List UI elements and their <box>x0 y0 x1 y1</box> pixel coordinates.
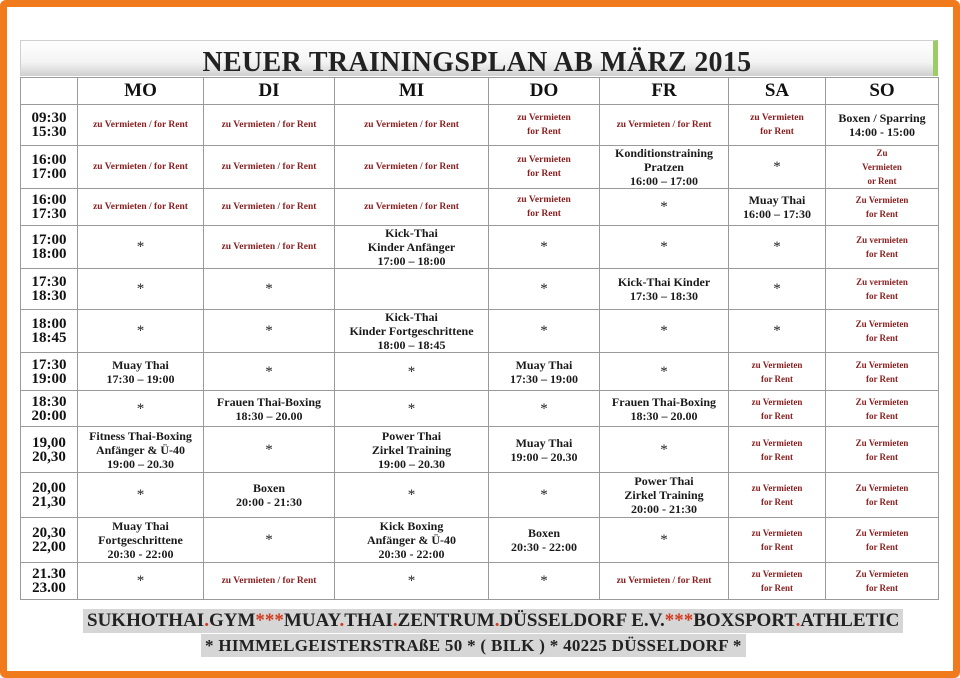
for-rent-cell <box>826 518 939 563</box>
cell-text-line: 16:00 – 17:00 <box>630 174 698 188</box>
cell-text-line: or Rent <box>867 176 897 186</box>
time-label: 17:30 <box>31 206 67 222</box>
time-label: 17:30 <box>31 274 67 290</box>
training-session-cell <box>600 269 729 310</box>
cell-text-line: for Rent <box>760 451 794 462</box>
cell-text-line: zu Vermieten / for Rent <box>221 202 317 212</box>
cell-text-line: zu Vermieten / for Rent <box>364 120 459 130</box>
for-rent-cell <box>826 353 939 391</box>
time-label: 23.00 <box>32 580 66 596</box>
cell-text-line: for Rent <box>760 373 794 384</box>
cell-text-line: Zu vermieten <box>856 277 908 287</box>
cell-text-line: Konditionstraining <box>614 146 714 160</box>
cell-text-line: Fortgeschrittene <box>98 533 183 547</box>
no-session-cell <box>335 391 489 427</box>
for-rent-cell <box>729 391 826 427</box>
no-session-cell <box>600 226 729 269</box>
cell-text-line: for Rent <box>865 497 899 507</box>
cell-text-line: 17:30 – 18:30 <box>630 289 698 303</box>
schedule-row <box>21 563 939 600</box>
cell-text-line: zu Vermieten <box>517 113 571 123</box>
for-rent-cell <box>729 353 826 391</box>
for-rent-cell <box>729 427 826 473</box>
cell-text-line: 17:30 – 19:00 <box>510 371 578 386</box>
cell-text-line: Zu <box>876 148 888 158</box>
day-header: MO <box>78 78 204 105</box>
cell-text-line: * <box>136 573 145 589</box>
for-rent-cell <box>78 146 204 189</box>
cell-text-line: Kick Boxing <box>379 519 444 533</box>
cell-text-line: 19:00 – 20.30 <box>510 449 578 464</box>
no-session-cell <box>78 391 204 427</box>
cell-text-line: * <box>265 323 273 339</box>
time-label: 22,00 <box>32 539 66 555</box>
header-row <box>21 78 939 105</box>
cell-text-line: Muay Thai <box>748 193 806 207</box>
cell-text-line: * <box>660 532 668 548</box>
cell-text-line: zu Vermieten / for Rent <box>221 576 317 586</box>
footer-text: THAI <box>344 610 393 631</box>
no-session-cell <box>204 353 335 391</box>
cell-text-line: * <box>265 532 273 548</box>
footer-text: BOXSPORT <box>693 610 796 631</box>
for-rent-cell <box>78 105 204 146</box>
training-session-cell <box>335 226 489 269</box>
cell-text-line: * <box>407 400 416 417</box>
cell-text-line: for Rent <box>865 333 899 343</box>
time-slot-cell <box>21 310 78 353</box>
cell-text-line: Frauen Thai-Boxing <box>611 394 717 409</box>
schedule-body <box>21 105 939 600</box>
corner-cell <box>21 78 78 105</box>
day-header: FR <box>600 78 729 105</box>
footer-text: GYM <box>208 610 256 631</box>
cell-text-line: * <box>265 281 273 297</box>
cell-text-line: * <box>540 573 548 589</box>
footer-dot: . <box>204 610 209 631</box>
cell-text-line: zu Vermieten <box>517 195 571 205</box>
time-label: 18:30 <box>31 288 67 304</box>
no-session-cell <box>335 563 489 600</box>
training-session-cell <box>78 353 204 391</box>
cell-text-line: zu Vermieten <box>751 437 803 448</box>
cell-text-line: 18:30 – 20.00 <box>630 408 698 423</box>
no-session-cell <box>489 226 600 269</box>
cell-text-line: zu Vermieten / for Rent <box>221 242 317 252</box>
cell-text-line: Zu Vermieten <box>855 319 909 329</box>
cell-text-line: for Rent <box>760 410 794 421</box>
no-session-cell <box>729 310 826 353</box>
cell-text-line: for Rent <box>865 583 899 593</box>
training-session-cell <box>489 518 600 563</box>
cell-text-line: 19:00 – 20.30 <box>107 456 174 471</box>
cell-text-line: * <box>265 441 273 458</box>
for-rent-cell <box>204 563 335 600</box>
footer-text: SUKHOTHAI <box>87 610 205 631</box>
cell-text-line: Zirkel Training <box>624 488 704 502</box>
footer-text: ZENTRUM <box>397 610 495 631</box>
training-session-cell <box>489 353 600 391</box>
time-slot-cell <box>21 518 78 563</box>
schedule-row <box>21 310 939 353</box>
time-label: 17:30 <box>31 356 67 373</box>
for-rent-cell <box>826 391 939 427</box>
for-rent-cell <box>729 105 826 146</box>
cell-text-line: Kick-Thai <box>385 310 438 324</box>
footer-text: MUAY <box>283 610 340 631</box>
cell-text-line: * <box>540 323 548 339</box>
time-label: 19,00 <box>32 434 66 451</box>
no-session-cell <box>204 518 335 563</box>
time-label: 18:00 <box>31 246 67 262</box>
for-rent-cell <box>826 226 939 269</box>
no-session-cell <box>335 353 489 391</box>
cell-text-line: zu Vermieten <box>517 155 571 165</box>
schedule-row <box>21 105 939 146</box>
time-slot-cell <box>21 269 78 310</box>
footer-text: ATHLETIC <box>800 610 900 631</box>
time-slot-cell <box>21 391 78 427</box>
training-session-cell <box>78 518 204 563</box>
cell-text-line: * <box>540 281 548 297</box>
schedule-row <box>21 473 939 518</box>
cell-text-line: zu Vermieten <box>751 528 803 538</box>
day-header: DI <box>204 78 335 105</box>
cell-text-line: 20:30 - 22:00 <box>107 547 174 561</box>
no-session-cell <box>729 269 826 310</box>
training-session-cell <box>204 473 335 518</box>
for-rent-cell <box>826 473 939 518</box>
training-session-cell <box>600 473 729 518</box>
day-header: SO <box>826 78 939 105</box>
training-session-cell <box>826 105 939 146</box>
for-rent-cell <box>204 189 335 226</box>
cell-text-line: for Rent <box>760 497 794 507</box>
training-session-cell <box>204 391 335 427</box>
cell-text-line: Kinder Anfänger <box>367 240 456 254</box>
for-rent-cell <box>600 105 729 146</box>
cell-text-line: * <box>265 363 273 380</box>
no-session-cell <box>600 427 729 473</box>
time-label: 18:00 <box>31 316 67 332</box>
time-label: 18:45 <box>31 330 67 346</box>
cell-text-line: Boxen <box>527 526 560 540</box>
for-rent-cell <box>78 189 204 226</box>
for-rent-cell <box>826 563 939 600</box>
cell-text-line: * <box>773 323 781 339</box>
cell-text-line: Boxen <box>252 481 285 495</box>
cell-text-line: * <box>660 199 668 215</box>
no-session-cell <box>335 473 489 518</box>
cell-text-line: 17:00 – 18:00 <box>377 254 446 268</box>
cell-text-line: * <box>773 239 781 255</box>
time-slot-cell <box>21 105 78 146</box>
for-rent-cell <box>826 269 939 310</box>
time-label: 18:30 <box>31 393 67 410</box>
footer-dot: . <box>795 610 801 631</box>
time-slot-cell <box>21 473 78 518</box>
cell-text-line: zu Vermieten / for Rent <box>93 202 188 212</box>
time-label: 20,30 <box>32 448 66 465</box>
no-session-cell <box>600 189 729 226</box>
time-slot-cell <box>21 353 78 391</box>
no-session-cell <box>204 427 335 473</box>
cell-text-line: for Rent <box>865 451 899 462</box>
cell-text-line: 20:30 - 22:00 <box>378 547 445 561</box>
cell-text-line: * <box>136 487 145 503</box>
time-slot-cell <box>21 563 78 600</box>
cell-text-line: Zu Vermieten <box>855 483 909 493</box>
cell-text-line: Zu Vermieten <box>855 359 909 370</box>
time-label: 16:00 <box>31 192 67 208</box>
no-session-cell <box>489 310 600 353</box>
cell-text-line: * <box>136 323 145 339</box>
cell-text-line: Anfänger & Ü-40 <box>95 442 186 457</box>
time-label: 09:30 <box>31 110 67 126</box>
for-rent-cell <box>729 473 826 518</box>
time-slot-cell <box>21 189 78 226</box>
schedule-row <box>21 427 939 473</box>
no-session-cell <box>78 563 204 600</box>
cell-text-line: zu Vermieten / for Rent <box>93 162 188 172</box>
cell-text-line: for Rent <box>865 249 899 259</box>
cell-text-line: Power Thai <box>634 474 694 488</box>
no-session-cell <box>489 391 600 427</box>
time-label: 21.30 <box>32 566 66 582</box>
cell-text-line: 18:30 – 20.00 <box>235 408 303 423</box>
cell-text-line: Kick-Thai <box>385 226 438 240</box>
schedule-row <box>21 146 939 189</box>
cell-text-line: * <box>773 281 781 297</box>
for-rent-cell <box>826 427 939 473</box>
time-label: 19:00 <box>31 370 67 387</box>
no-session-cell <box>78 310 204 353</box>
cell-text-line: for Rent <box>527 169 561 179</box>
footer-address: * HIMMELGEISTERSTRAßE 50 * ( BILK ) * 40225 DÜSSELDORF * <box>201 634 746 657</box>
cell-text-line: * <box>136 400 145 417</box>
cell-text-line: zu Vermieten <box>751 569 803 579</box>
schedule-row <box>21 189 939 226</box>
for-rent-cell <box>335 189 489 226</box>
for-rent-cell <box>729 563 826 600</box>
for-rent-cell <box>489 189 600 226</box>
cell-text-line: zu Vermieten <box>751 483 803 493</box>
cell-text-line: * <box>136 239 145 255</box>
time-label: 20,00 <box>32 480 66 496</box>
cell-text-line: * <box>773 159 781 175</box>
empty-cell <box>335 269 489 310</box>
footer-stars: *** <box>255 610 284 631</box>
cell-text-line: Muay Thai <box>112 519 169 533</box>
no-session-cell <box>78 226 204 269</box>
time-label: 17:00 <box>31 232 67 248</box>
cell-text-line: 19:00 – 20.30 <box>378 456 445 471</box>
cell-text-line: for Rent <box>760 127 794 137</box>
for-rent-cell <box>335 105 489 146</box>
cell-text-line: 14:00 - 15:00 <box>849 125 915 139</box>
cell-text-line: Zu Vermieten <box>855 195 909 205</box>
cell-text-line: * <box>407 363 416 380</box>
cell-text-line: Frauen Thai-Boxing <box>216 394 322 409</box>
schedule-row <box>21 226 939 269</box>
schedule-row <box>21 269 939 310</box>
schedule-row <box>21 391 939 427</box>
footer-text: DÜSSELDORF E.V. <box>499 610 665 631</box>
cell-text-line: zu Vermieten / for Rent <box>221 162 317 172</box>
cell-text-line: * <box>660 441 668 458</box>
training-session-cell <box>600 391 729 427</box>
day-header: MI <box>335 78 489 105</box>
for-rent-cell <box>204 105 335 146</box>
for-rent-cell <box>335 146 489 189</box>
time-label: 20:00 <box>31 407 67 424</box>
cell-text-line: * <box>660 239 668 255</box>
for-rent-cell <box>729 518 826 563</box>
title-bar <box>20 40 938 76</box>
cell-text-line: for Rent <box>865 373 899 384</box>
for-rent-cell <box>204 146 335 189</box>
training-session-cell <box>335 427 489 473</box>
time-label: 21,30 <box>32 494 66 510</box>
cell-text-line: for Rent <box>865 542 899 552</box>
no-session-cell <box>204 310 335 353</box>
cell-text-line: zu Vermieten / for Rent <box>364 162 459 172</box>
footer-dot: . <box>392 610 398 631</box>
cell-text-line: 16:00 – 17:30 <box>743 207 811 221</box>
footer-stars: *** <box>664 610 694 631</box>
cell-text-line: zu Vermieten <box>750 113 804 123</box>
cell-text-line: Kick-Thai Kinder <box>617 275 711 289</box>
footer-gym-name <box>83 609 903 633</box>
no-session-cell <box>489 563 600 600</box>
cell-text-line: Muay Thai <box>112 357 169 372</box>
cell-text-line: Fitness Thai-Boxing <box>89 428 192 443</box>
cell-text-line: zu Vermieten / for Rent <box>616 576 712 586</box>
cell-text-line: for Rent <box>760 542 794 552</box>
cell-text-line: Muay Thai <box>515 435 573 450</box>
for-rent-cell <box>826 146 939 189</box>
time-slot-cell <box>21 226 78 269</box>
training-session-cell <box>335 310 489 353</box>
no-session-cell <box>78 269 204 310</box>
no-session-cell <box>729 146 826 189</box>
day-header: SA <box>729 78 826 105</box>
no-session-cell <box>600 518 729 563</box>
cell-text-line: for Rent <box>527 127 561 137</box>
time-slot-cell <box>21 146 78 189</box>
cell-text-line: zu Vermieten <box>751 359 803 370</box>
training-session-cell <box>729 189 826 226</box>
cell-text-line: Muay Thai <box>515 357 573 372</box>
for-rent-cell <box>600 563 729 600</box>
no-session-cell <box>489 473 600 518</box>
training-session-cell <box>600 146 729 189</box>
cell-text-line: * <box>540 400 548 417</box>
cell-text-line: 20:30 - 22:00 <box>511 540 577 554</box>
footer-dot: . <box>494 610 500 631</box>
cell-text-line: zu Vermieten / for Rent <box>93 120 188 130</box>
no-session-cell <box>78 473 204 518</box>
cell-text-line: * <box>660 363 668 380</box>
cell-text-line: for Rent <box>865 410 899 421</box>
cell-text-line: 18:00 – 18:45 <box>377 338 446 352</box>
no-session-cell <box>729 226 826 269</box>
cell-text-line: Zu Vermieten <box>855 569 909 579</box>
for-rent-cell <box>489 105 600 146</box>
cell-text-line: Zirkel Training <box>371 442 452 457</box>
cell-text-line: zu Vermieten / for Rent <box>221 120 317 130</box>
cell-text-line: * <box>540 487 548 503</box>
training-session-cell <box>78 427 204 473</box>
schedule-row <box>21 518 939 563</box>
cell-text-line: Zu Vermieten <box>855 396 909 407</box>
training-session-cell <box>489 427 600 473</box>
cell-text-line: for Rent <box>527 209 561 219</box>
cell-text-line: * <box>660 323 668 339</box>
cell-text-line: Boxen / Sparring <box>838 111 926 125</box>
training-schedule-table <box>20 77 939 600</box>
time-slot-cell <box>21 427 78 473</box>
time-label: 15:30 <box>31 124 67 140</box>
time-label: 20,30 <box>32 525 66 541</box>
cell-text-line: * <box>540 239 548 255</box>
cell-text-line: 20:00 - 21:30 <box>631 502 697 516</box>
cell-text-line: 20:00 - 21:30 <box>236 495 302 509</box>
time-label: 17:00 <box>31 166 67 182</box>
for-rent-cell <box>826 310 939 353</box>
time-label: 16:00 <box>31 152 67 168</box>
cell-text-line: * <box>407 487 416 503</box>
no-session-cell <box>489 269 600 310</box>
cell-text-line: Power Thai <box>381 428 442 443</box>
for-rent-cell <box>489 146 600 189</box>
schedule-row <box>21 353 939 391</box>
for-rent-cell <box>204 226 335 269</box>
cell-text-line: Zu Vermieten <box>855 437 909 448</box>
day-header: DO <box>489 78 600 105</box>
cell-text-line: 17:30 – 19:00 <box>106 371 175 386</box>
cell-text-line: * <box>136 281 145 297</box>
no-session-cell <box>204 269 335 310</box>
training-session-cell <box>335 518 489 563</box>
no-session-cell <box>600 353 729 391</box>
cell-text-line: Pratzen <box>644 160 684 174</box>
cell-text-line: for Rent <box>865 291 899 301</box>
cell-text-line: Anfänger & Ü-40 <box>366 533 457 547</box>
cell-text-line: * <box>407 573 416 589</box>
no-session-cell <box>600 310 729 353</box>
cell-text-line: Zu Vermieten <box>855 528 909 538</box>
for-rent-cell <box>826 189 939 226</box>
cell-text-line: Vermieten <box>862 162 902 172</box>
cell-text-line: Zu vermieten <box>856 235 908 245</box>
footer-dot: . <box>339 610 345 631</box>
cell-text-line: for Rent <box>760 583 794 593</box>
cell-text-line: zu Vermieten <box>751 396 803 407</box>
page-title: NEUER TRAININGSPLAN AB MÄRZ 2015 <box>202 47 752 78</box>
cell-text-line: for Rent <box>865 209 899 219</box>
cell-text-line: zu Vermieten / for Rent <box>364 202 459 212</box>
cell-text-line: zu Vermieten / for Rent <box>616 120 712 130</box>
cell-text-line: Kinder Fortgeschrittene <box>349 324 474 338</box>
